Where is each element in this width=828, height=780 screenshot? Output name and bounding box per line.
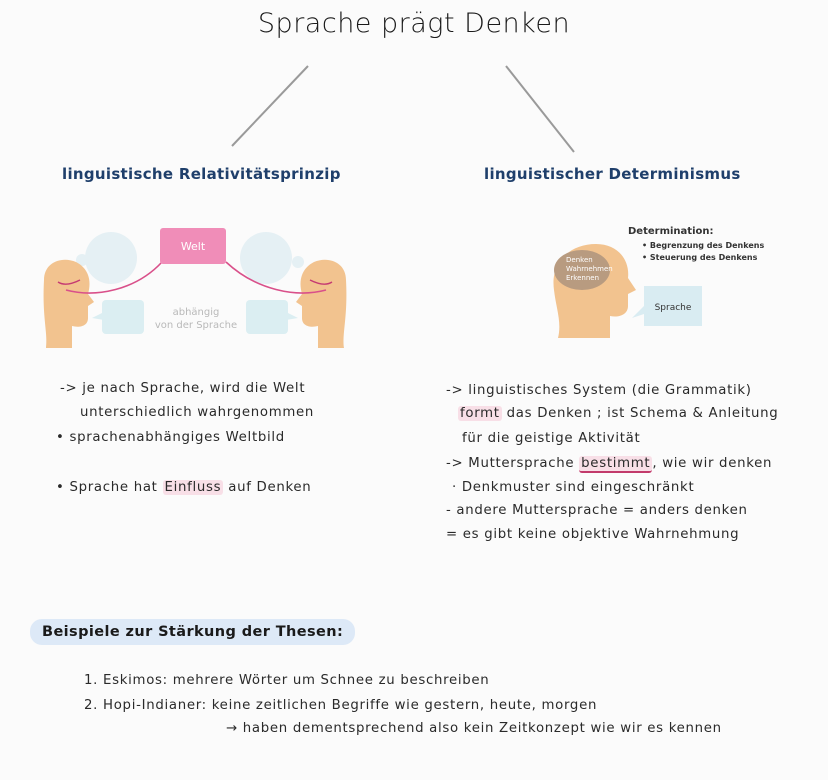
head-right-icon [296, 260, 346, 348]
right-note-7: = es gibt keine objektive Wahrnehmung [446, 527, 740, 542]
left-note-2: unterschiedlich wahrgenommen [80, 405, 315, 420]
right-note-3: für die geistige Aktivität [462, 431, 641, 446]
left-branch-heading: linguistische Relativitätsprinzip [62, 165, 341, 183]
highlight-einfluss: Einfluss [164, 480, 222, 495]
determination-item-1: • Begrenzung des Denkens [642, 241, 765, 250]
caption-line-2: von der Sprache [154, 320, 238, 331]
head-left-icon [44, 260, 94, 348]
sprache-label: Sprache [654, 303, 692, 313]
determinism-diagram [540, 220, 780, 350]
right-note-6: - andere Muttersprache = anders denken [446, 503, 748, 518]
left-note-4: • Sprache hat Einfluss auf Denken [56, 480, 312, 495]
right-note-4: -> Muttersprache bestimmt , wie wir denken [446, 456, 773, 471]
example-item-2: 2. Hopi-Indianer: keine zeitlichen Begriffe wie gestern, heute, morgen [84, 698, 598, 713]
connector-lines [0, 0, 828, 160]
speech-bubble-right [246, 300, 288, 334]
connector-left [232, 66, 308, 146]
relativity-diagram [36, 220, 356, 350]
speech-bubble-left [102, 300, 144, 334]
example-item-1: 1. Eskimos: mehrere Wörter um Schnee zu beschreiben [84, 673, 490, 688]
right-branch-heading: linguistischer Determinismus [484, 165, 741, 183]
example-item-2-sub: → haben dementsprechend also kein Zeitkonzept wie wir es kennen [226, 721, 722, 736]
head-word-1: Denken [566, 256, 593, 264]
head-word-3: Erkennen [566, 274, 600, 282]
examples-heading: Beispiele zur Stärkung der Thesen: [30, 619, 355, 645]
welt-label: Welt [180, 240, 206, 253]
highlight-bestimmt: bestimmt [581, 456, 651, 471]
thought-bubble-left [85, 232, 137, 284]
determination-item-2: • Steuerung des Denkens [642, 253, 758, 262]
right-note-2: formt das Denken ; ist Schema & Anleitung [460, 406, 779, 421]
highlight-formt: formt [460, 406, 500, 421]
thought-bubble-right [240, 232, 292, 284]
left-note-3: • sprachenabhängiges Weltbild [56, 430, 285, 445]
head-word-2: Wahrnehmen [566, 265, 613, 273]
right-note-1: -> linguistisches System (die Grammatik) [446, 383, 752, 398]
caption-line-1: abhängig [172, 307, 220, 318]
left-note-1: -> je nach Sprache, wird die Welt [60, 381, 306, 396]
right-note-5: · Denkmuster sind eingeschränkt [452, 480, 695, 495]
connector-right [506, 66, 574, 152]
page-title: Sprache prägt Denken [257, 8, 571, 39]
determination-title: Determination: [628, 226, 714, 237]
